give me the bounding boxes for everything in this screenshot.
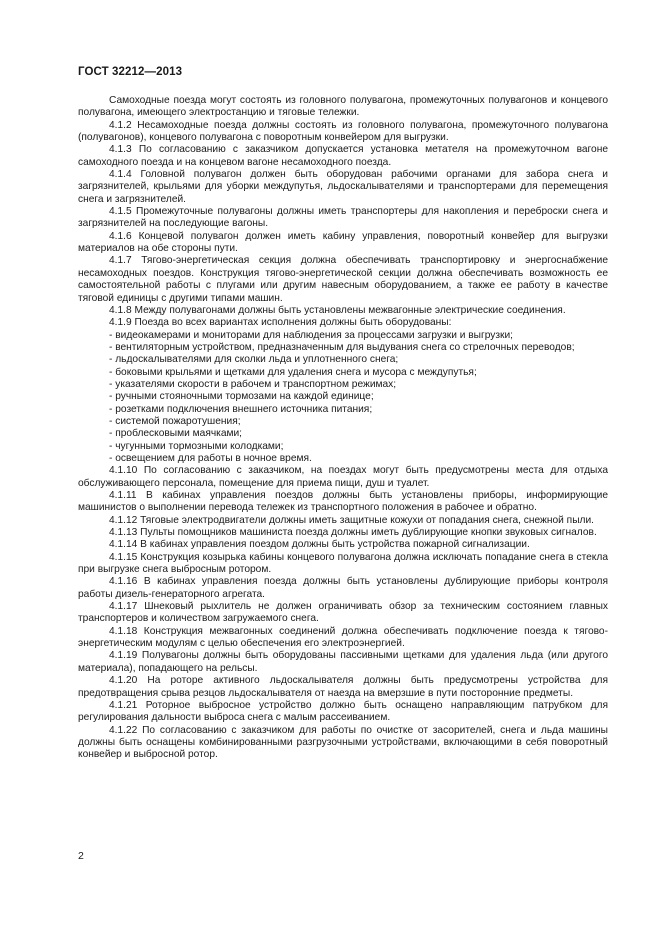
paragraph: 4.1.17 Шнековый рыхлитель не должен ограничивать обзор за техническим состоянием главных транспортеров и количеством загружаемого снега. <box>78 601 608 625</box>
paragraph: 4.1.14 В кабинах управления поездом должны быть устройства пожарной сигнализации. <box>109 539 530 551</box>
list-item: - освещением для работы в ночное время. <box>109 452 312 464</box>
paragraph: 4.1.5 Промежуточные полувагоны должны иметь транспортеры для накопления и переброски снега и загрязнителей на последующие вагоны. <box>78 206 608 230</box>
paragraph: 4.1.22 По согласованию с заказчиком для работы по очистке от засорителей, снега и льда машины должны быть оснащены комбинированными разгрузочными устройствами, включающими в себя поворотный конвейер и выбросной ротор. <box>78 724 608 761</box>
paragraph: Самоходные поезда могут состоять из головного полувагона, промежуточных полувагонов и концевого полувагона, имеющего электростанцию и тяговые тележки. <box>78 95 608 119</box>
list-item: - розетками подключения внешнего источника питания; <box>109 403 373 415</box>
paragraph: 4.1.12 Тяговые электродвигатели должны иметь защитные кожухи от попадания снега, снежной пыли. <box>109 514 594 526</box>
list-item: - вентиляторным устройством, предназначенным для выдувания снега со стрелочных переводов; <box>109 341 575 353</box>
list-item: - проблесковыми маячками; <box>109 428 243 440</box>
paragraph: 4.1.19 Полувагоны должны быть оборудованы пассивными щетками для удаления льда (или другого материала), попадающего на рельсы. <box>78 650 608 674</box>
document-header: ГОСТ 32212—2013 <box>78 66 183 78</box>
paragraph: 4.1.10 По согласованию с заказчиком, на поездах могут быть предусмотрены места для отдыха обслуживающего персонала, помещение для приема пищи, душ и туалет. <box>78 465 608 489</box>
paragraph: 4.1.20 На роторе активного льдоскалывателя должны быть предусмотрены устройства для предотвращения срыва резцов льдоскалывателя от наезда на вмерзшие в пути посторонние предметы. <box>78 675 608 699</box>
paragraph: 4.1.3 По согласованию с заказчиком допускается установка метателя на промежуточном вагоне самоходного поезда и на концевом вагоне несамоходного поезда. <box>78 144 608 168</box>
paragraph: 4.1.18 Конструкция межвагонных соединений должна обеспечивать подключение поезда к тягово-энергетическим модулям с целью обеспечения его электроэнергией. <box>78 625 608 650</box>
paragraph: 4.1.15 Конструкция козырька кабины концевого полувагона должна исключать попадание снега в стекла при выгрузке снега выбросным ротором. <box>78 551 608 576</box>
list-item: - боковыми крыльями и щетками для удаления снега и мусора с междупутья; <box>109 366 477 378</box>
list-item: - системой пожаротушения; <box>109 415 241 427</box>
page-number: 2 <box>78 850 84 862</box>
paragraph: 4.1.8 Между полувагонами должны быть установлены межвагонные электрические соединения. <box>109 304 566 316</box>
list-item: - чугунными тормозными колодками; <box>109 440 284 452</box>
paragraph: 4.1.4 Головной полувагон должен быть оборудован рабочими органами для забора снега и загрязнителей, крыльями для уборки междупутья, льдоскалывателями и транспортерами для перемещения снега и загрязнителей. <box>78 169 608 205</box>
paragraph: 4.1.13 Пульты помощников машиниста поезда должны иметь дублирующие кнопки звуковых сигналов. <box>109 527 597 539</box>
paragraph: 4.1.7 Тягово-энергетическая секция должна обеспечивать транспортировку и энергоснабжение несамоходных поездов. Конструкция тягово-энергетической секции должна обеспечивать возможность ее самостоятельной работы с плугами или другим навесным оборудованием, а также ее работу в качестве тяговой единицы с другими типами машин. <box>78 255 608 304</box>
paragraph: 4.1.16 В кабинах управления поезда должны быть установлены дублирующие приборы контроля работы дизель-генераторного агрегата. <box>78 576 608 600</box>
list-item: - льдоскалывателями для сколки льда и уплотненного снега; <box>109 354 399 366</box>
paragraph: 4.1.9 Поезда во всех вариантах исполнения должны быть оборудованы: <box>109 317 452 329</box>
document-body <box>78 95 608 762</box>
list-item: - указателями скорости в рабочем и транспортном режимах; <box>109 378 397 390</box>
list-item: - ручными стояночными тормозами на каждой единице; <box>109 391 374 403</box>
paragraph: 4.1.11 В кабинах управления поездов должны быть установлены приборы, информирующие машинистов о выполнении перевода тележек из транспортного положения в рабочее и обратно. <box>78 490 608 514</box>
paragraph: 4.1.6 Концевой полувагон должен иметь кабину управления, поворотный конвейер для выгрузки материалов на обе стороны пути. <box>78 230 608 255</box>
list-item: - видеокамерами и мониторами для наблюдения за процессами загрузки и выгрузки; <box>109 329 513 341</box>
paragraph: 4.1.21 Роторное выбросное устройство должно быть оснащено направляющим патрубком для регулирования дальности выброса снега с малым рассеиванием. <box>78 699 608 724</box>
paragraph: 4.1.2 Несамоходные поезда должны состоять из головного полувагона, промежуточного полувагона (полувагонов), концевого полувагона с поворотным конвейером для выгрузки. <box>78 119 608 144</box>
